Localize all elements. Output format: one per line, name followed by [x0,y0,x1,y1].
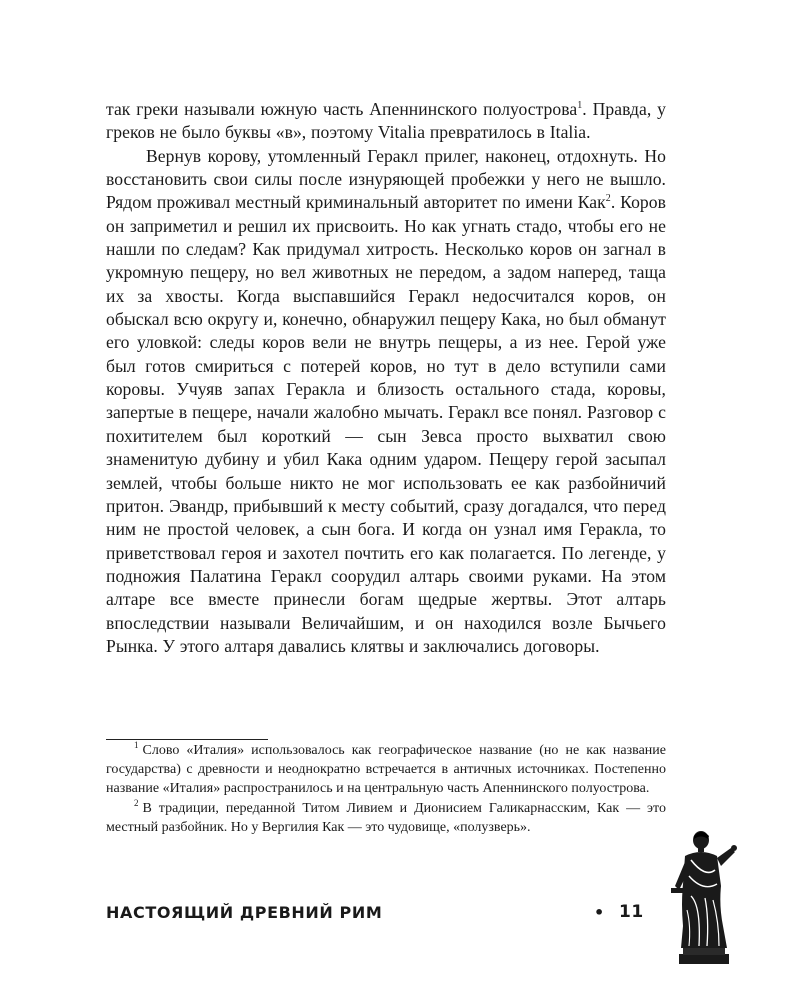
paragraph-1-text-a: так греки называли южную часть Апеннинского полуострова [106,99,578,119]
footnote-1 [106,741,666,799]
roman-statue-icon [661,826,741,968]
footnote-ref-2[interactable]: 2 [605,193,611,205]
page-number: 11 [619,902,644,922]
main-text [106,98,666,658]
footnote-2-mark: 2 [134,797,139,808]
footnotes-section [106,741,666,837]
paragraph-1 [106,98,666,145]
footnote-1-mark: 1 [134,740,139,751]
paragraph-2-text-b: . Коров он заприметил и решил их присвоить. Но как угнать стадо, чтобы его не нашли по следам? Как придумал хитрость. Несколько коров он загнал в укромную пещеру, но вел животных не передом, а задом наперед, таща их за хвосты. Когда выспавшийся Геракл недосчитался коров, он обыскал всю округу и, конечно, обнаружил пещеру Кака, но был обманут его уловкой: следы коров вели не внутрь пещеры, а из нее. Герой уже был готов смириться с потерей коров, но тут в дело вступили сами коровы. Учуяв запах Геракла и близость остального стада, коровы, запертые в пещере, начали жалобно мычать. Геракл все понял. Разговор с похитителем был короткий — сын Зевса просто выхватил свою знаменитую дубину и убил Кака одним ударом. Пещеру герой засыпал землей, чтобы больше никто не мог использовать ее как разбойничий притон. Эвандр, прибывший к месту событий, сразу догадался, что перед ним не простой человек, а сын бога. И когда он узнал имя Геракла, то приветствовал героя и захотел почтить его как полагается. По легенде, у подножия Палатина Геракл соорудил алтарь своими руками. На этом алтаре все вместе принесли богам щедрые жертвы. Этот алтарь впоследствии называли Величайшим, и он находился возле Бычьего Рынка. У этого алтаря давались клятвы и заключались договоры. [106,192,666,656]
footnote-ref-1[interactable]: 1 [577,100,583,112]
footnote-separator [106,739,268,740]
footer-bullet: • [594,903,605,922]
running-footer-title: НАСТОЯЩИЙ ДРЕВНИЙ РИМ [106,903,383,922]
footnote-2-text: В традиции, переданной Титом Ливием и Дионисием Галикарнасским, Как — это местный разбойник. Но у Вергилия Как — это чудовище, «полузверь». [106,800,666,835]
paragraph-2-text-a: Вернув корову, утомленный Геракл прилег, наконец, отдохнуть. Но восстановить свои силы после изнуряющей пробежки у него не вышло. Рядом проживал местный криминальный авторитет по имени Как [106,145,666,213]
paragraph-2 [106,145,666,659]
footnote-1-text: Слово «Италия» использовалось как географическое название (но не как название государства) с древности и неоднократно встречается в античных источниках. Постепенно название «Италия» распространилось и на центральную часть Апеннинского полуострова. [106,743,666,797]
paragraph-1-text-b: . Правда, у греков не было буквы «в», поэтому Vitalia превратилось в Italia. [106,99,666,143]
footnote-2 [106,799,666,837]
